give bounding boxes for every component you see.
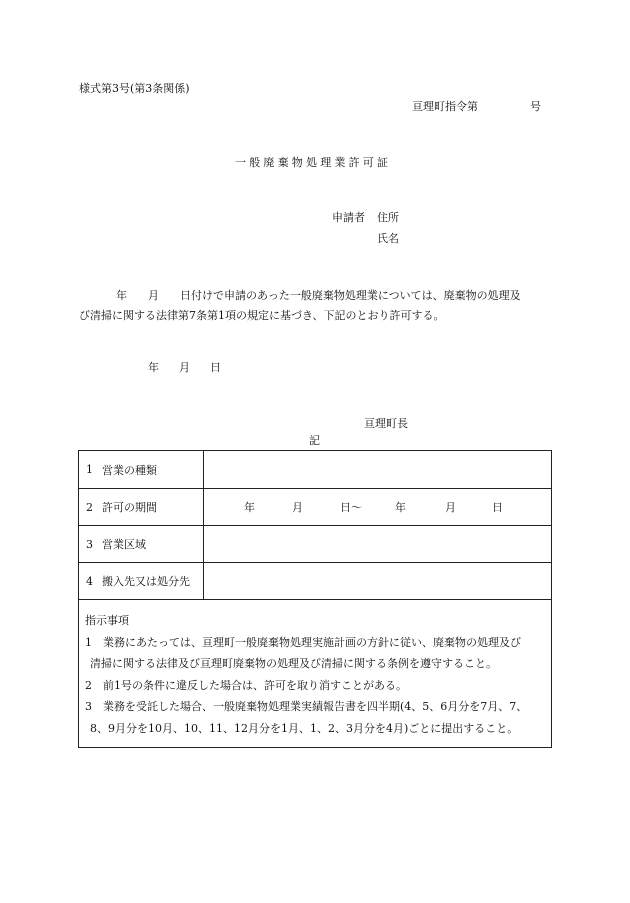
row-label [79,451,204,488]
instruction-item: 1 業務にあたっては、亘理町一般廃棄物処理実施計画の方針に従い、廃棄物の処理及び [85,635,521,649]
row-number: 1 [86,463,93,476]
issue-date [148,362,221,373]
row-label-text: 許可の期間 [102,501,157,514]
row-label-text: 営業の種類 [102,463,157,477]
row-number: 2 [86,500,93,514]
period-from-day: 日〜 [340,501,362,514]
period-from-year: 年 [244,501,255,514]
form-number: 様式第3号(第3条関係) [79,82,190,95]
row-label-text: 搬入先又は処分先 [102,575,190,588]
instruction-item: 2 前1号の条件に違反した場合は、許可を取り消すことがある。 [85,678,407,692]
row-number: 3 [86,537,93,551]
permit-period-value [204,489,551,525]
row-label [79,489,204,525]
document-title: 一般廃棄物処理業許可証 [235,156,392,169]
issue-year: 年 [148,361,159,374]
name-label: 氏名 [377,232,399,245]
body-line1-text: 日付けで申請のあった一般廃棄物処理業については、廃棄物の処理及 [180,289,521,302]
business-type-value [204,451,551,488]
disposal-destination-value [204,563,551,599]
table-row-business-area [79,526,551,563]
ki-marker: 記 [309,434,320,447]
period-from-month: 月 [292,501,303,514]
row-label [79,526,204,562]
permit-table [78,450,552,748]
instruction-item-continued: 清掃に関する法律及び亘理町廃棄物の処理及び清掃に関する条例を遵守すること。 [90,657,497,670]
table-row-permit-period [79,489,551,526]
document-number [412,101,541,112]
instruction-item-continued: 8、9月分を10月、10、11、12月分を1月、1、2、3月分を4月)ごとに提出すること。 [90,721,519,735]
business-area-value [204,526,551,562]
period-to-month: 月 [445,501,456,514]
doc-number-prefix: 亘理町指令第 [412,100,478,113]
row-label [79,563,204,599]
row-number: 4 [86,574,93,588]
row-label-text: 営業区域 [102,538,146,551]
body-line-1 [116,290,521,301]
body-month: 月 [148,289,159,302]
instruction-item: 3 業務を受託した場合、一般廃棄物処理業実績報告書を四半期(4、5、6月分を7月、7、 [85,700,528,713]
instructions-heading: 指示事項 [85,614,129,627]
applicant-label: 申請者 [332,211,365,224]
instructions-section [79,600,551,747]
address-label: 住所 [377,211,399,224]
body-year: 年 [116,289,127,302]
body-line-2: び清掃に関する法律第7条第1項の規定に基づき、下記のとおり許可する。 [79,309,445,322]
table-row-business-type [79,451,551,489]
issue-month: 月 [179,361,190,374]
doc-number-suffix: 号 [530,100,541,113]
table-row-disposal-destination [79,563,551,600]
period-to-day: 日 [492,501,503,514]
issuer-mayor: 亘理町長 [364,417,408,430]
period-to-year: 年 [395,501,406,514]
issue-day: 日 [210,361,221,374]
